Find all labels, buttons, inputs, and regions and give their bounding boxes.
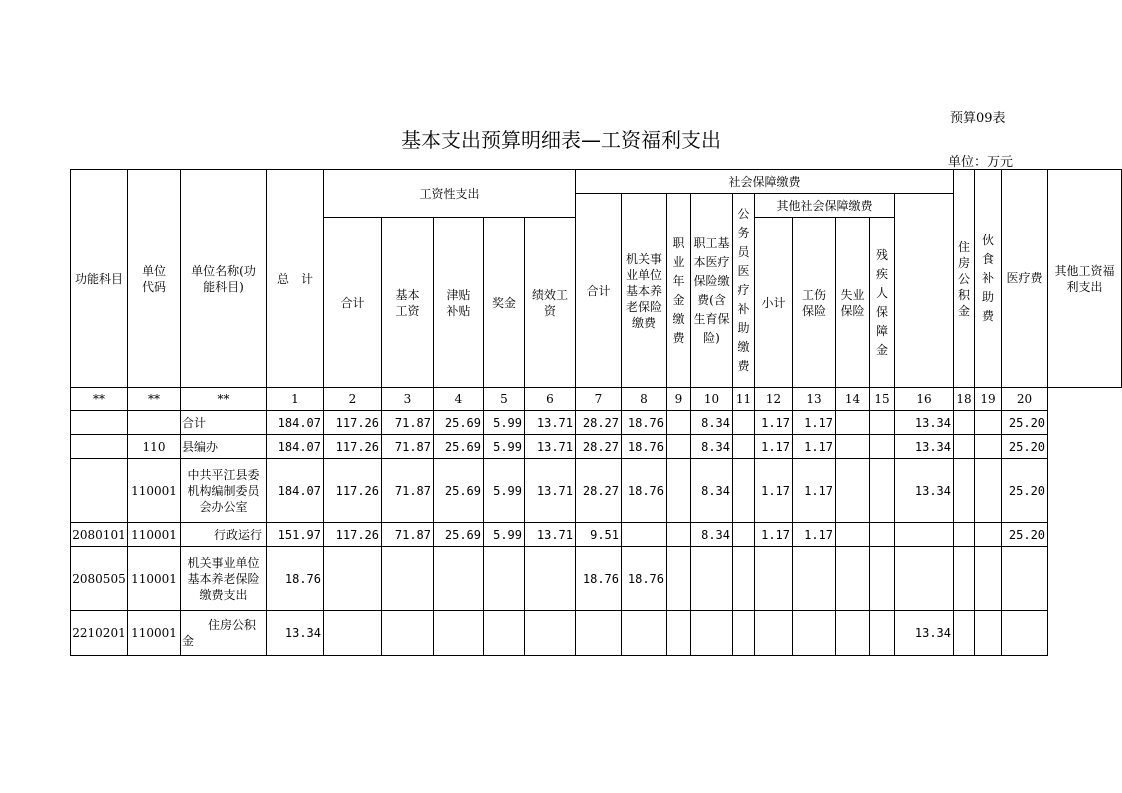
index-cell: 1 — [267, 388, 324, 411]
cell-other_sub: 1.17 — [755, 435, 793, 459]
cell-annuity — [667, 523, 691, 547]
cell-total: 184.07 — [267, 435, 324, 459]
header-allowance: 津贴补贴 — [434, 218, 484, 388]
index-cell: 3 — [382, 388, 434, 411]
cell-unemp — [836, 611, 870, 656]
cell-func — [71, 411, 128, 435]
cell-wage_total: 117.26 — [324, 523, 382, 547]
header-medical: 职工基本医疗保险缴费(含生育保险) — [691, 194, 733, 388]
cell-annuity — [667, 435, 691, 459]
cell-total: 151.97 — [267, 523, 324, 547]
cell-med_fee — [975, 611, 1002, 656]
cell-medical: 8.34 — [691, 411, 733, 435]
table-row — [71, 547, 1122, 611]
cell-civil — [733, 435, 755, 459]
index-cell: 18 — [954, 388, 975, 411]
cell-perf — [525, 611, 576, 656]
index-cell: 5 — [484, 388, 525, 411]
table-row — [71, 459, 1122, 523]
index-cell: 2 — [324, 388, 382, 411]
cell-unemp — [836, 411, 870, 435]
cell-injury — [793, 611, 836, 656]
cell-annuity — [667, 459, 691, 523]
cell-basic: 71.87 — [382, 411, 434, 435]
table-row — [71, 435, 1122, 459]
table-row — [71, 523, 1122, 547]
cell-other_wage — [1002, 547, 1048, 611]
header-disability: 残疾人保障金 — [870, 218, 895, 388]
cell-name: 机关事业单位基本养老保险缴费支出 — [181, 547, 267, 611]
cell-housing — [895, 523, 954, 547]
index-cell: 19 — [975, 388, 1002, 411]
cell-other_sub: 1.17 — [755, 411, 793, 435]
cell-other_wage — [1002, 611, 1048, 656]
cell-annuity — [667, 611, 691, 656]
cell-injury: 1.17 — [793, 523, 836, 547]
index-cell: 20 — [1002, 388, 1048, 411]
header-unit-code: 单位代码 — [128, 170, 181, 388]
cell-civil — [733, 547, 755, 611]
index-cell: 4 — [434, 388, 484, 411]
header-pension: 机关事业单位基本养老保险缴费 — [622, 194, 667, 388]
cell-basic — [382, 611, 434, 656]
cell-other_wage: 25.20 — [1002, 435, 1048, 459]
cell-med_fee — [975, 459, 1002, 523]
cell-other_sub: 1.17 — [755, 523, 793, 547]
cell-injury: 1.17 — [793, 459, 836, 523]
cell-injury — [793, 547, 836, 611]
cell-civil — [733, 411, 755, 435]
cell-other_sub: 1.17 — [755, 459, 793, 523]
cell-civil — [733, 523, 755, 547]
header-total: 总 计 — [267, 170, 324, 388]
cell-perf — [525, 547, 576, 611]
cell-pension — [622, 523, 667, 547]
cell-wage_total: 117.26 — [324, 411, 382, 435]
cell-housing: 13.34 — [895, 611, 954, 656]
cell-bonus: 5.99 — [484, 411, 525, 435]
cell-civil — [733, 459, 755, 523]
header-bonus: 奖金 — [484, 218, 525, 388]
header-other-wage: 其他工资福利支出 — [1048, 170, 1122, 388]
cell-pension: 18.76 — [622, 459, 667, 523]
cell-allow: 25.69 — [434, 411, 484, 435]
cell-wage_total — [324, 547, 382, 611]
cell-med_fee — [975, 411, 1002, 435]
unit-label: 单位：万元 — [948, 155, 1014, 170]
cell-disab — [870, 523, 895, 547]
table-row — [71, 411, 1122, 435]
cell-pension: 18.76 — [622, 435, 667, 459]
cell-other_wage: 25.20 — [1002, 411, 1048, 435]
cell-wage_total: 117.26 — [324, 435, 382, 459]
header-social-total: 合计 — [576, 194, 622, 388]
cell-perf: 13.71 — [525, 459, 576, 523]
cell-housing: 13.34 — [895, 435, 954, 459]
cell-pension — [622, 611, 667, 656]
header-other-subtotal: 小计 — [755, 218, 793, 388]
cell-perf: 13.71 — [525, 523, 576, 547]
index-cell: ** — [128, 388, 181, 411]
cell-bonus — [484, 547, 525, 611]
cell-soc_total: 28.27 — [576, 411, 622, 435]
header-unemployment: 失业保险 — [836, 218, 870, 388]
cell-total: 184.07 — [267, 459, 324, 523]
cell-code: 110001 — [128, 547, 181, 611]
header-performance: 绩效工资 — [525, 218, 576, 388]
index-cell: 7 — [576, 388, 622, 411]
header-other-group: 其他社会保障缴费 — [755, 194, 895, 218]
header-housing: 住房公积金 — [954, 170, 975, 388]
index-cell: 14 — [836, 388, 870, 411]
index-cell: 9 — [667, 388, 691, 411]
cell-med_fee — [975, 523, 1002, 547]
cell-soc_total: 28.27 — [576, 459, 622, 523]
cell-basic: 71.87 — [382, 435, 434, 459]
header-medical-fee: 医疗费 — [1002, 170, 1048, 388]
cell-unemp — [836, 523, 870, 547]
cell-pension: 18.76 — [622, 411, 667, 435]
cell-disab — [870, 547, 895, 611]
cell-meal — [954, 523, 975, 547]
cell-allow: 25.69 — [434, 459, 484, 523]
cell-disab — [870, 435, 895, 459]
cell-medical — [691, 547, 733, 611]
cell-housing: 13.34 — [895, 459, 954, 523]
cell-meal — [954, 611, 975, 656]
cell-soc_total: 18.76 — [576, 547, 622, 611]
cell-medical: 8.34 — [691, 523, 733, 547]
index-cell: 12 — [755, 388, 793, 411]
cell-allow — [434, 611, 484, 656]
cell-name: 县编办 — [181, 435, 267, 459]
cell-soc_total — [576, 611, 622, 656]
cell-disab — [870, 611, 895, 656]
table-body — [71, 411, 1122, 656]
cell-meal — [954, 411, 975, 435]
form-number: 预算09表 — [950, 111, 1006, 126]
cell-meal — [954, 459, 975, 523]
cell-other_sub — [755, 611, 793, 656]
cell-allow: 25.69 — [434, 523, 484, 547]
cell-medical — [691, 611, 733, 656]
cell-basic: 71.87 — [382, 459, 434, 523]
header-meal: 伙食补助费 — [975, 170, 1002, 388]
cell-allow — [434, 547, 484, 611]
cell-name: 行政运行 — [181, 523, 267, 547]
budget-table — [70, 169, 1122, 656]
cell-perf: 13.71 — [525, 411, 576, 435]
cell-med_fee — [975, 435, 1002, 459]
cell-code: 110 — [128, 435, 181, 459]
cell-name: 中共平江县委机构编制委员会办公室 — [181, 459, 267, 523]
index-cell: ** — [181, 388, 267, 411]
cell-pension: 18.76 — [622, 547, 667, 611]
cell-annuity — [667, 411, 691, 435]
header-basic-wage: 基本工资 — [382, 218, 434, 388]
cell-code: 110001 — [128, 523, 181, 547]
cell-bonus: 5.99 — [484, 523, 525, 547]
cell-civil — [733, 611, 755, 656]
cell-func — [71, 459, 128, 523]
cell-func: 2210201 — [71, 611, 128, 656]
cell-code — [128, 411, 181, 435]
cell-func: 2080505 — [71, 547, 128, 611]
header-func-subject: 功能科目 — [71, 170, 128, 388]
cell-bonus — [484, 611, 525, 656]
cell-total: 184.07 — [267, 411, 324, 435]
table-row — [71, 611, 1122, 656]
cell-med_fee — [975, 547, 1002, 611]
cell-meal — [954, 435, 975, 459]
cell-other_wage: 25.20 — [1002, 459, 1048, 523]
cell-housing: 13.34 — [895, 411, 954, 435]
index-cell: 6 — [525, 388, 576, 411]
cell-other_wage: 25.20 — [1002, 523, 1048, 547]
cell-code: 110001 — [128, 611, 181, 656]
cell-injury: 1.17 — [793, 435, 836, 459]
header-civil-medical: 公务员医疗补助缴费 — [733, 194, 755, 388]
cell-medical: 8.34 — [691, 459, 733, 523]
index-cell: 16 — [895, 388, 954, 411]
header-social-group: 社会保障缴费 — [576, 170, 954, 194]
index-row — [71, 388, 1122, 411]
cell-soc_total: 9.51 — [576, 523, 622, 547]
cell-unemp — [836, 459, 870, 523]
cell-bonus: 5.99 — [484, 435, 525, 459]
cell-func: 2080101 — [71, 523, 128, 547]
cell-wage_total — [324, 611, 382, 656]
cell-total: 13.34 — [267, 611, 324, 656]
index-cell: 15 — [870, 388, 895, 411]
cell-bonus: 5.99 — [484, 459, 525, 523]
cell-disab — [870, 459, 895, 523]
header-injury: 工伤保险 — [793, 218, 836, 388]
index-cell: 8 — [622, 388, 667, 411]
header-annuity: 职业年金缴费 — [667, 194, 691, 388]
index-cell: 11 — [733, 388, 755, 411]
cell-unemp — [836, 547, 870, 611]
cell-other_sub — [755, 547, 793, 611]
cell-basic — [382, 547, 434, 611]
header-unit-name: 单位名称(功能科目) — [181, 170, 267, 388]
cell-injury: 1.17 — [793, 411, 836, 435]
index-cell: 13 — [793, 388, 836, 411]
cell-disab — [870, 411, 895, 435]
page-title: 基本支出预算明细表—工资福利支出 — [401, 128, 721, 152]
header-wage-group: 工资性支出 — [324, 170, 576, 218]
cell-code: 110001 — [128, 459, 181, 523]
cell-meal — [954, 547, 975, 611]
cell-unemp — [836, 435, 870, 459]
cell-wage_total: 117.26 — [324, 459, 382, 523]
cell-allow: 25.69 — [434, 435, 484, 459]
cell-func — [71, 435, 128, 459]
index-cell: ** — [71, 388, 128, 411]
cell-perf: 13.71 — [525, 435, 576, 459]
index-cell: 10 — [691, 388, 733, 411]
cell-medical: 8.34 — [691, 435, 733, 459]
cell-name: 合计 — [181, 411, 267, 435]
header-wage-total: 合计 — [324, 218, 382, 388]
cell-basic: 71.87 — [382, 523, 434, 547]
cell-soc_total: 28.27 — [576, 435, 622, 459]
cell-total: 18.76 — [267, 547, 324, 611]
cell-housing — [895, 547, 954, 611]
cell-annuity — [667, 547, 691, 611]
cell-name: 住房公积金 — [181, 611, 267, 656]
